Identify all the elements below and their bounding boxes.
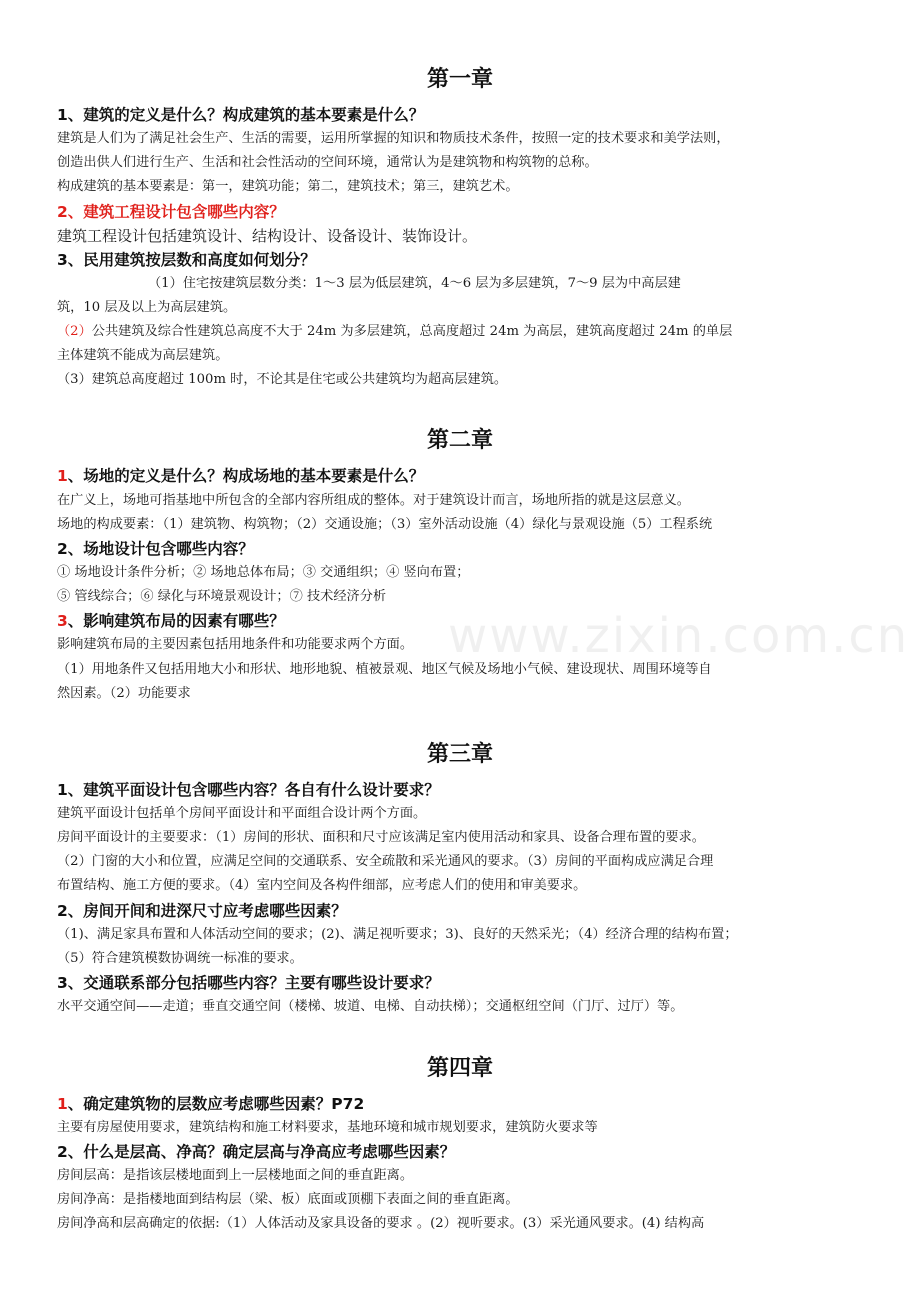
chapter-3-answer-1-line-3: （2）门窗的大小和位置，应满足空间的交通联系、安全疏散和采光通风的要求。（3）房间的平面构成应满足合理 [57,854,714,869]
chapter-1-answer-3-line-4: 主体建筑不能成为高层建筑。 [57,348,229,363]
chapter-4-title: 第四章 [426,1056,493,1081]
chapter-4-answer-2-line-2: 房间净高：是指楼地面到结构层（梁、板）底面或顶棚下表面之间的垂直距离。 [57,1192,519,1207]
chapter-2-answer-3-line-2: （1）用地条件又包括用地大小和形状、地形地貌、植被景观、地区气候及场地小气候、建设现状、周围环境等自 [57,662,712,677]
chapter-1-answer-1-line-3: 构成建筑的基本要素是：第一，建筑功能；第二，建筑技术；第三，建筑艺术。 [57,179,519,194]
chapter-3-title: 第三章 [426,742,493,767]
chapter-3-answer-2-line-2: （5）符合建筑模数协调统一标准的要求。 [57,951,303,966]
chapter-1-question-2: 2、建筑工程设计包含哪些内容？ [57,203,285,221]
chapter-2-question-1-text: 、场地的定义是什么？构成场地的基本要素是什么？ [67,467,425,485]
chapter-2-answer-3-line-1: 影响建筑布局的主要因素包括用地条件和功能要求两个方面。 [57,637,414,652]
chapter-3-question-1: 1、建筑平面设计包含哪些内容？各自有什么设计要求？ [57,781,440,799]
chapter-2-question-2: 2、场地设计包含哪些内容？ [57,540,254,558]
chapter-2-question-1 [57,465,867,487]
chapter-1-answer-3-red-number: （2） [57,324,92,339]
chapter-1-answer-3-line-3 [57,321,869,343]
chapter-4-answer-2-line-1: 房间层高：是指该层楼地面到上一层楼地面之间的垂直距离。 [57,1168,414,1183]
chapter-2-question-3-number: 3 [57,612,68,630]
chapter-2-answer-2-line-1: ① 场地设计条件分析；② 场地总体布局；③ 交通组织；④ 竖向布置； [57,565,470,580]
chapter-3-question-2: 2、房间开间和进深尺寸应考虑哪些因素？ [57,902,347,920]
chapter-2-question-1-number: 1 [57,467,68,485]
chapter-1-answer-3-line-1: （1）住宅按建筑层数分类：1～3 层为低层建筑，4～6 层为多层建筑，7～9 层为中高层建 [148,276,681,291]
chapter-1-answer-2: 建筑工程设计包括建筑设计、结构设计、设备设计、装饰设计。 [57,227,478,245]
chapter-2-title: 第二章 [426,428,493,453]
watermark: www.zixin.com.cn [448,608,910,664]
chapter-4-answer-1-line-1: 主要有房屋使用要求，建筑结构和施工材料要求，基地环境和城市规划要求，建筑防火要求等 [57,1120,598,1135]
chapter-2-answer-2-line-2: ⑤ 管线综合；⑥ 绿化与环境景观设计；⑦ 技术经济分析 [57,589,387,604]
chapter-4-answer-2-line-3: 房间净高和层高确定的依据:（1）人体活动及家具设备的要求 。(2）视听要求。(3）采光通风要求。(4) 结构高 [57,1216,705,1231]
chapter-3-answer-1-line-2: 房间平面设计的主要要求：（1）房间的形状、面积和尺寸应该满足室内使用活动和家具、设备合理布置的要求。 [57,830,705,845]
chapter-3-answer-3-line-1: 水平交通空间——走道；垂直交通空间（楼梯、坡道、电梯、自动扶梯）；交通枢纽空间（门厅、过厅）等。 [57,999,684,1014]
chapter-1-answer-3-line-3-text: 公共建筑及综合性建筑总高度不大于 24m 为多层建筑，总高度超过 24m 为高层，建筑高度超过 24m 的单层 [91,324,733,339]
chapter-4-question-1-number: 1 [57,1095,68,1113]
chapter-1-answer-3-line-2: 筑，10 层及以上为高层建筑。 [57,300,237,315]
chapter-3-answer-1-line-1: 建筑平面设计包括单个房间平面设计和平面组合设计两个方面。 [57,806,427,821]
chapter-1-question-1: 1、建筑的定义是什么？构成建筑的基本要素是什么？ [57,106,425,124]
chapter-1-answer-3-line-5: （3）建筑总高度超过 100m 时，不论其是住宅或公共建筑均为超高层建筑。 [57,372,508,387]
chapter-2-question-3-text: 、影响建筑布局的因素有哪些？ [67,612,285,630]
chapter-1-answer-1-line-1: 建筑是人们为了满足社会生产、生活的需要，运用所掌握的知识和物质技术条件，按照一定的技术要求和美学法则， [57,131,730,146]
chapter-2-answer-3-line-3: 然因素。（2）功能要求 [57,686,191,701]
chapter-1-question-3: 3、民用建筑按层数和高度如何划分？ [57,251,316,269]
chapter-2-answer-1-line-2: 场地的构成要素：（1）建筑物、构筑物；（2）交通设施；（3）室外活动设施（4）绿化与景观设施（5）工程系统 [57,517,713,532]
chapter-4-question-1 [57,1093,867,1115]
chapter-2-answer-1-line-1: 在广义上，场地可指基地中所包含的全部内容所组成的整体。对于建筑设计而言，场地所指的就是这层意义。 [57,493,690,508]
chapter-3-answer-1-line-4: 布置结构、施工方便的要求。（4）室内空间及各构件细部，应考虑人们的使用和审美要求。 [57,878,587,893]
chapter-1-title: 第一章 [426,67,493,92]
chapter-3-answer-2-line-1: （1)、满足家具布置和人体活动空间的要求；(2)、满足视听要求；3)、良好的天然采光；（4）经济合理的结构布置； [57,927,738,942]
chapter-1-answer-1-line-2: 创造出供人们进行生产、生活和社会性活动的空间环境，通常认为是建筑物和构筑物的总称。 [57,155,598,170]
chapter-4-question-1-text: 、确定建筑物的层数应考虑哪些因素？P72 [67,1095,365,1113]
chapter-3-question-3: 3、交通联系部分包括哪些内容？主要有哪些设计要求？ [57,974,440,992]
chapter-4-question-2: 2、什么是层高、净高？确定层高与净高应考虑哪些因素？ [57,1143,456,1161]
